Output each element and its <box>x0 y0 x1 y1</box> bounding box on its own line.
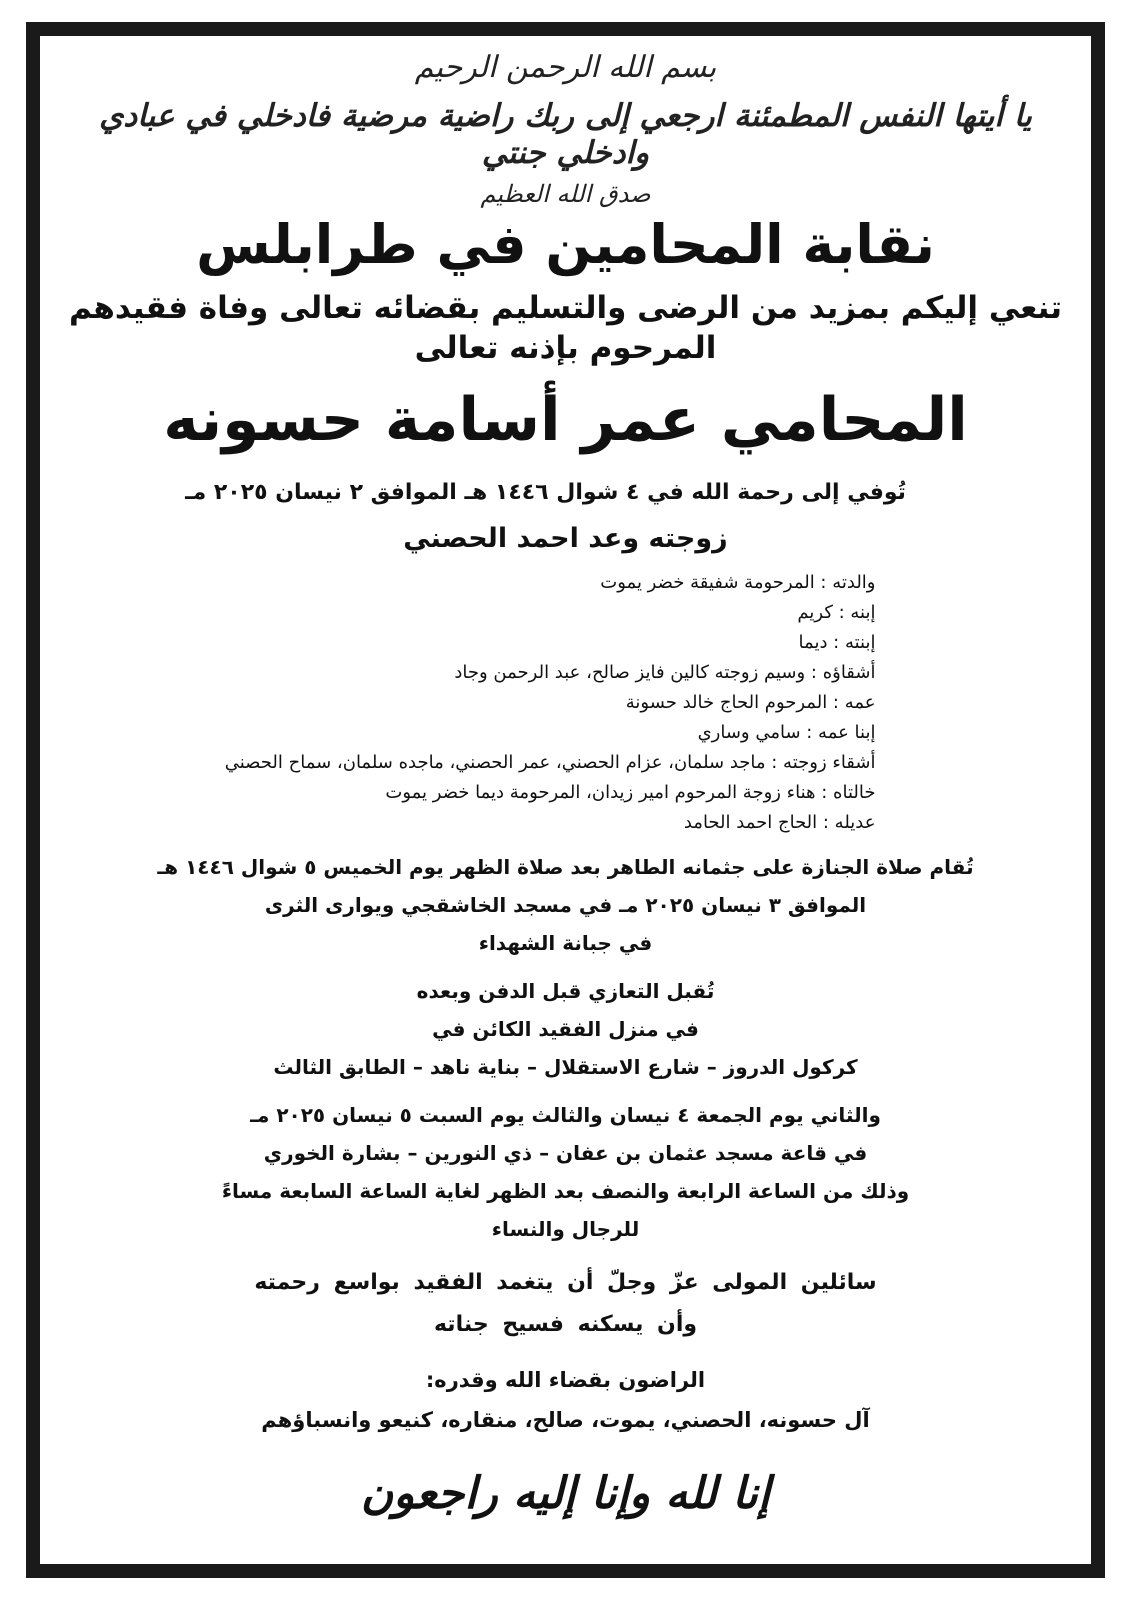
death-date: تُوفي إلى رحمة الله في ٤ شوال ١٤٤٦ هـ الموافق ٢ نيسان ٢٠٢٥ مـ <box>185 479 906 505</box>
basmala-calligraphy: بسم الله الرحمن الرحيم <box>414 50 717 85</box>
condolences-home <box>60 972 1071 1086</box>
organization-title: نقابة المحامين في طرابلس <box>196 213 935 277</box>
signers-label: الراضون بقضاء الله وقدره: <box>425 1367 706 1392</box>
condolences-line: تُقبل التعازي قبل الدفن وبعده <box>416 978 715 1003</box>
funeral-line: في جبانة الشهداء <box>478 930 653 955</box>
relative-cousins: إبنا عمه : سامي وساري <box>697 721 876 743</box>
relative-wife-siblings: أشقاء زوجته : ماجد سلمان، عزام الحصني، عمر الحصني، ماجده سلمان، سماح الحصني <box>224 751 876 773</box>
condolences-line: وذلك من الساعة الرابعة والنصف بعد الظهر لغاية الساعة السابعة مساءً <box>221 1178 910 1203</box>
relative-uncle: عمه : المرحوم الحاج خالد حسونة <box>625 691 876 713</box>
wife-line: زوجته وعد احمد الحصني <box>403 522 728 554</box>
announcement-line: تنعي إليكم بمزيد من الرضى والتسليم بقضائه تعالى وفاة فقيدهم المرحوم بإذنه تعالى <box>69 289 1062 367</box>
relative-mother: والدته : المرحومة شفيقة خضر يموت <box>600 571 876 593</box>
funeral-details <box>60 848 1071 962</box>
relatives-list <box>126 568 1006 838</box>
condolences-line: والثاني يوم الجمعة ٤ نيسان والثالث يوم السبت ٥ نيسان ٢٠٢٥ مـ <box>250 1102 881 1127</box>
signers <box>60 1360 1071 1440</box>
deceased-name: المحامي عمر أسامة حسونه <box>163 384 968 455</box>
closing-prayer <box>60 1262 1071 1346</box>
relative-brother-in-law: عديله : الحاج احمد الحامد <box>683 811 876 833</box>
prayer-line: سائلين المولى عزّ وجلّ أن يتغمد الفقيد بواسع رحمته <box>254 1269 877 1295</box>
prayer-line: وأن يسكنه فسيح جناته <box>433 1311 698 1337</box>
final-verse-calligraphy: إنا لله وإنا إليه راجعون <box>360 1467 771 1519</box>
condolences-line: للرجال والنساء <box>491 1216 640 1241</box>
obituary-notice <box>60 40 1071 1520</box>
sadaqa-calligraphy: صدق الله العظيم <box>480 180 651 209</box>
relative-son: إبنه : كريم <box>797 601 876 623</box>
relative-daughter: إبنته : ديما <box>798 631 876 653</box>
condolences-hall <box>60 1096 1071 1248</box>
condolences-line: كركول الدروز – شارع الاستقلال – بناية ناهد – الطابق الثالث <box>273 1054 858 1079</box>
relative-aunts: خالتاه : هناء زوجة المرحوم امير زيدان، المرحومة ديما خضر يموت <box>385 781 876 803</box>
funeral-line: الموافق ٣ نيسان ٢٠٢٥ مـ في مسجد الخاشقجي ويوارى الثرى <box>264 892 867 917</box>
relative-brothers: أشقاؤه : وسيم زوجته كالين فايز صالح، عبد الرحمن وجاد <box>454 661 876 683</box>
condolences-line: في منزل الفقيد الكائن في <box>432 1016 699 1041</box>
funeral-line: تُقام صلاة الجنازة على جثمانه الطاهر بعد صلاة الظهر يوم الخميس ٥ شوال ١٤٤٦ هـ <box>157 854 974 879</box>
quran-verse-calligraphy: يا أيتها النفس المطمئنة ارجعي إلى ربك راضية مرضية فادخلي في عبادي وادخلي جنتي <box>99 98 1032 172</box>
condolences-line: في قاعة مسجد عثمان بن عفان – ذي النورين – بشارة الخوري <box>263 1140 868 1165</box>
signers-families: آل حسونه، الحصني، يموت، صالح، منقاره، كنيعو وانسباؤهم <box>261 1407 870 1432</box>
